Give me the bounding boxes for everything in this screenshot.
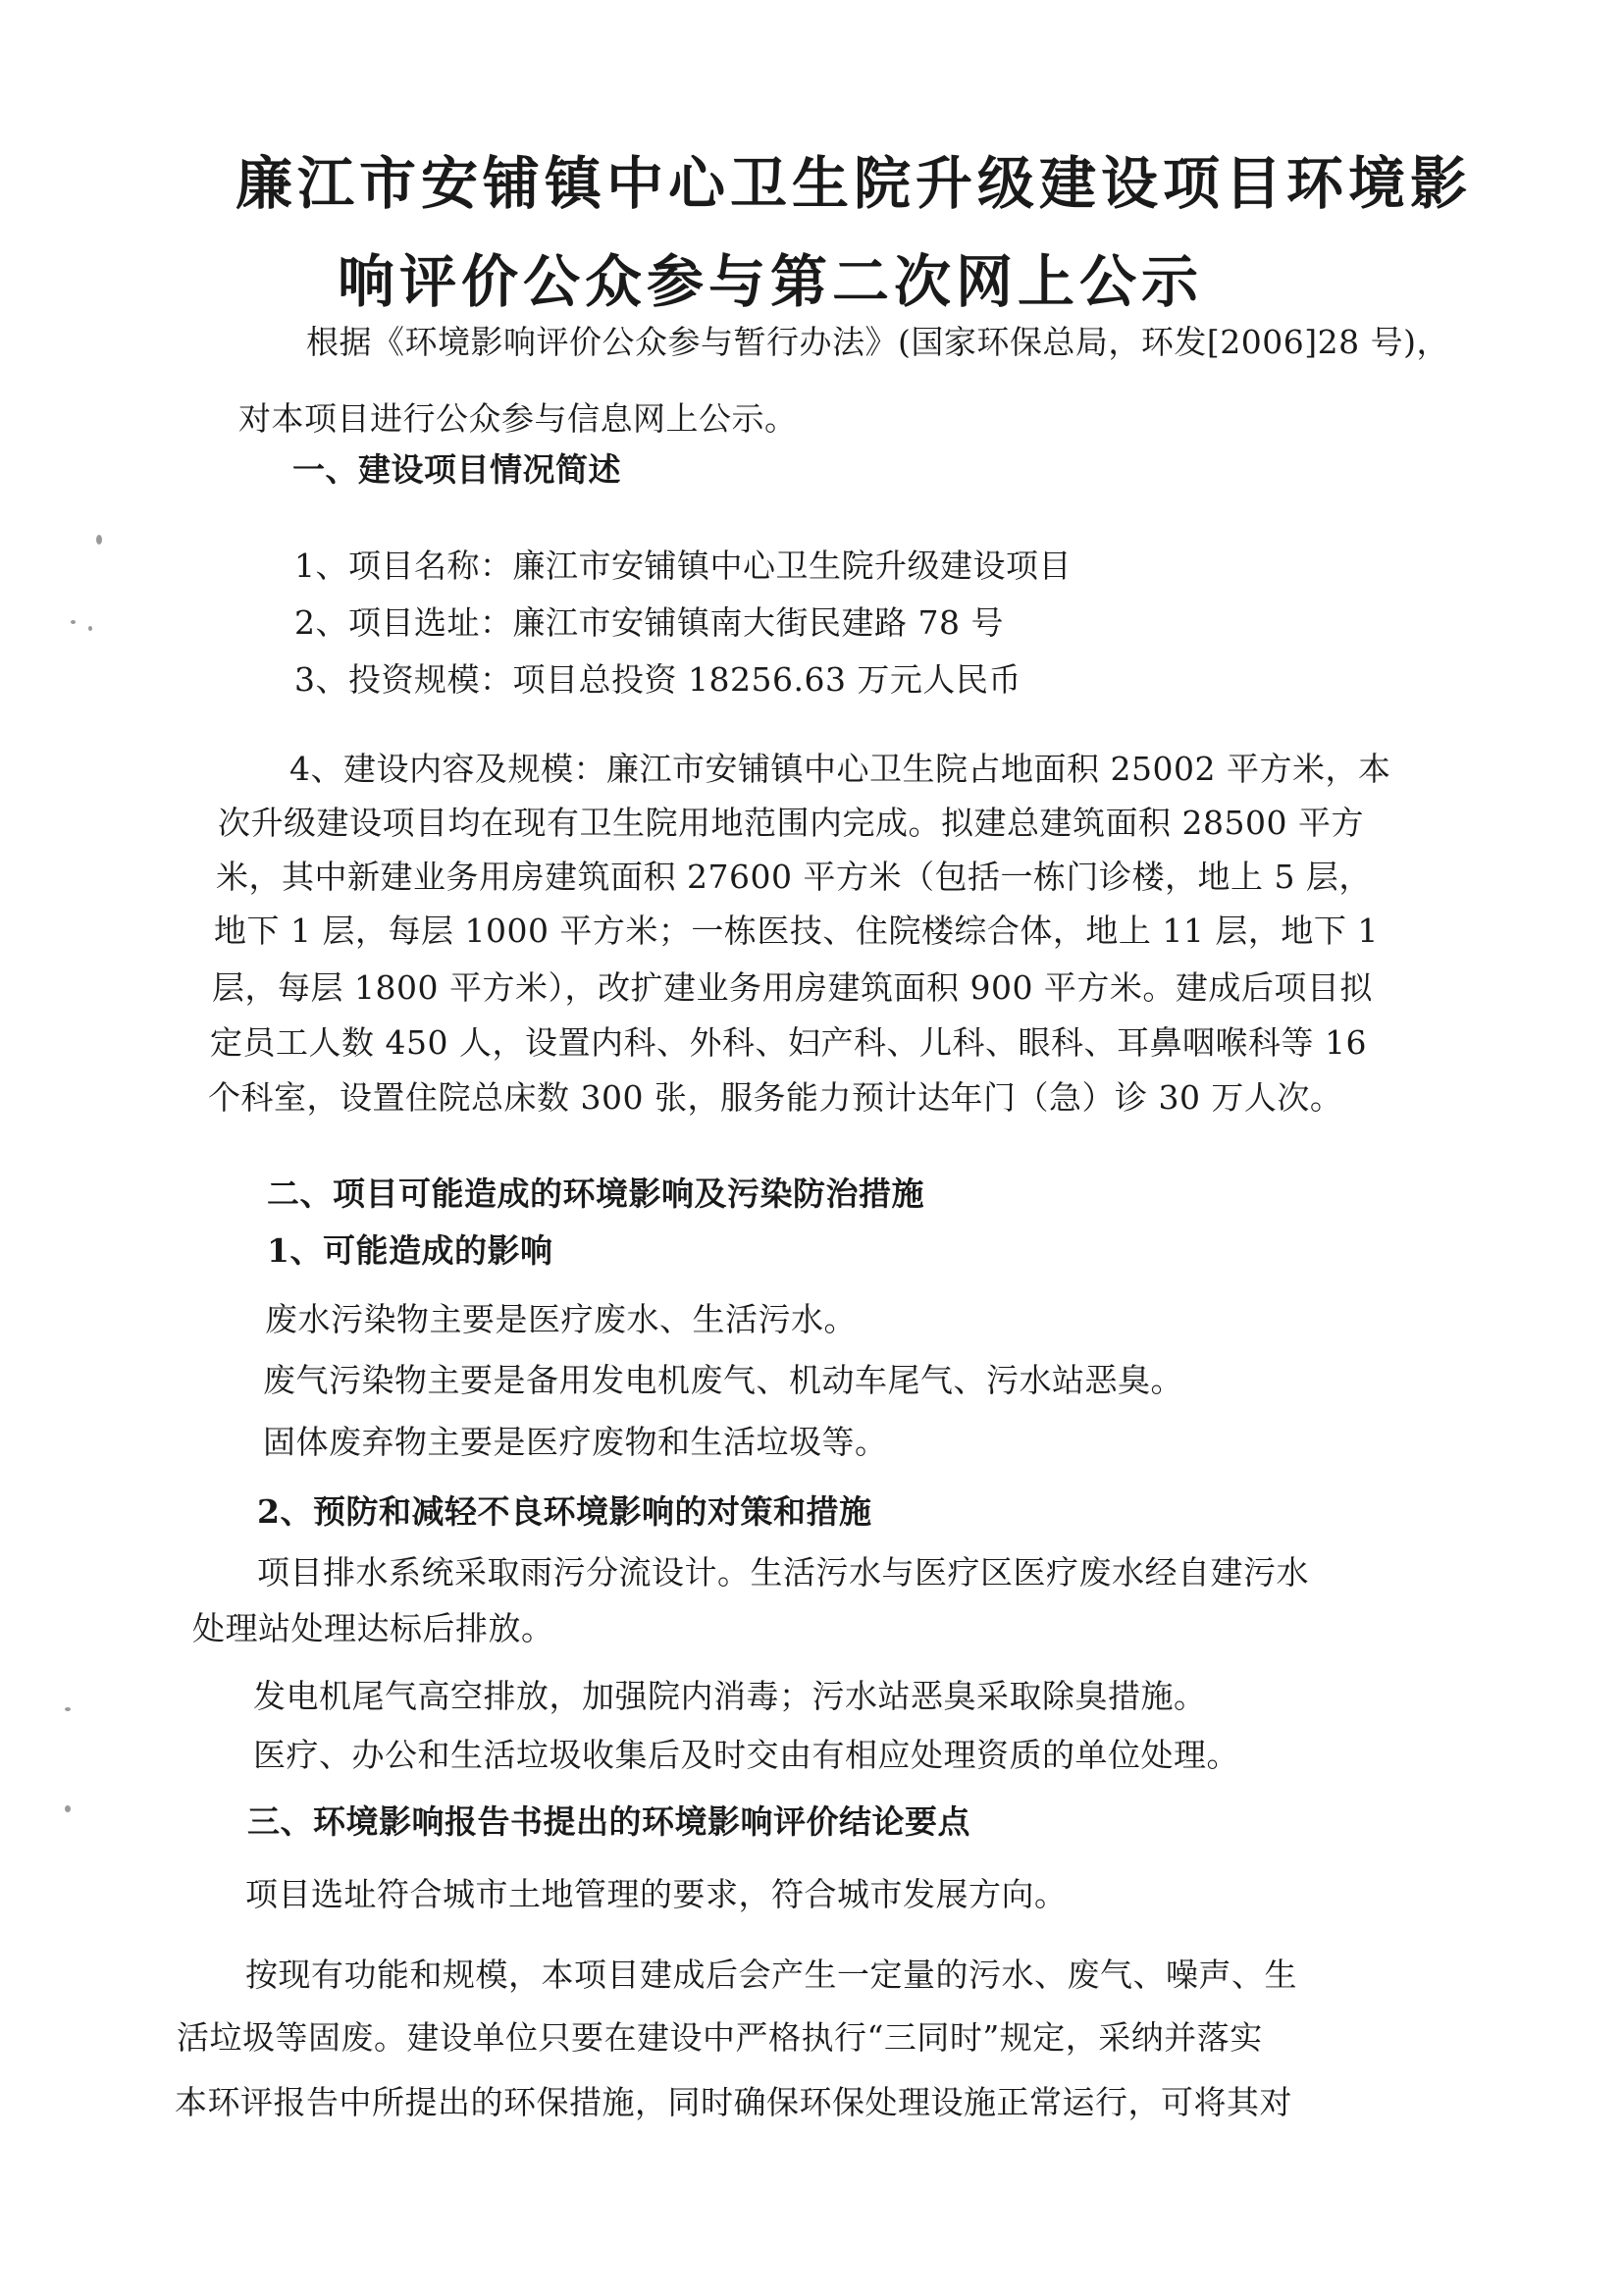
project-name: 1、项目名称：廉江市安铺镇中心卫生院升级建设项目 [294,547,1072,585]
intro-line-2: 对本项目进行公众参与信息网上公示。 [238,399,798,438]
document-title-line-2: 响评价公众参与第二次网上公示 [337,248,1203,315]
scope-line-3: 米，其中新建业务用房建筑面积 27600 平方米（包括一栋门诊楼，地上 5 层， [216,858,1372,896]
garbage-text: 医疗、办公和生活垃圾收集后及时交由有相应处理资质的单位处理。 [253,1736,1239,1774]
section2-subheading-1: 1、可能造成的影响 [267,1231,553,1270]
generator-text: 发电机尾气高空排放，加强院内消毒；污水站恶臭采取除臭措施。 [253,1677,1207,1715]
scope-line-4: 地下 1 层，每层 1000 平方米；一栋医技、住院楼综合体，地上 11 层，地下 1 [214,912,1379,950]
scope-line-1: 4、建设内容及规模：廉江市安铺镇中心卫生院占地面积 25002 平方米，本 [289,750,1391,788]
scan-speck [65,1707,71,1711]
section2-heading: 二、项目可能造成的环境影响及污染防治措施 [267,1174,924,1213]
scope-line-2: 次升级建设项目均在现有卫生院用地范围内完成。拟建总建筑面积 28500 平方 [218,804,1364,842]
section1-heading: 一、建设项目情况简述 [292,450,621,489]
section3-heading: 三、环境影响报告书提出的环境影响评价结论要点 [247,1802,970,1841]
drainage-line-1: 项目排水系统采取雨污分流设计。生活污水与医疗区医疗废水经自建污水 [257,1553,1309,1592]
conclusion-line-2: 活垃圾等固废。建设单位只要在建设中严格执行“三同时”规定，采纳并落实 [177,2018,1263,2057]
wastewater-text: 废水污染物主要是医疗废水、生活污水。 [265,1300,857,1338]
scan-speck [71,620,76,624]
investment-scale: 3、投资规模：项目总投资 18256.63 万元人民币 [294,660,1021,699]
exhaust-text: 废气污染物主要是备用发电机废气、机动车尾气、污水站恶臭。 [263,1361,1183,1399]
scope-line-7: 个科室，设置住院总床数 300 张，服务能力预计达年门（急）诊 30 万人次。 [208,1078,1343,1117]
scan-speck [65,1805,71,1812]
conclusion-line-3: 本环评报告中所提出的环保措施，同时确保环保处理设施正常运行，可将其对 [175,2083,1292,2121]
document-title-line-1: 廉江市安铺镇中心卫生院升级建设项目环境影 [236,150,1473,217]
scan-speck [88,626,92,631]
section2-subheading-2: 2、预防和减轻不良环境影响的对策和措施 [257,1492,872,1531]
project-site: 2、项目选址：廉江市安铺镇南大街民建路 78 号 [294,603,1004,642]
scope-line-6: 定员工人数 450 人，设置内科、外科、妇产科、儿科、眼科、耳鼻咽喉科等 16 [210,1023,1367,1062]
solid-waste-text: 固体废弃物主要是医疗废物和生活垃圾等。 [263,1423,888,1461]
site-conclusion: 项目选址符合城市土地管理的要求，符合城市发展方向。 [245,1875,1068,1913]
scope-line-5: 层，每层 1800 平方米），改扩建业务用房建筑面积 900 平方米。建成后项目拟 [212,968,1373,1007]
scan-speck [96,535,102,545]
intro-line-1: 根据《环境影响评价公众参与暂行办法》(国家环保总局，环发[2006]28 号)， [306,323,1449,361]
drainage-line-2: 处理站处理达标后排放。 [192,1609,554,1647]
conclusion-line-1: 按现有功能和规模，本项目建成后会产生一定量的污水、废气、噪声、生 [245,1956,1297,1994]
